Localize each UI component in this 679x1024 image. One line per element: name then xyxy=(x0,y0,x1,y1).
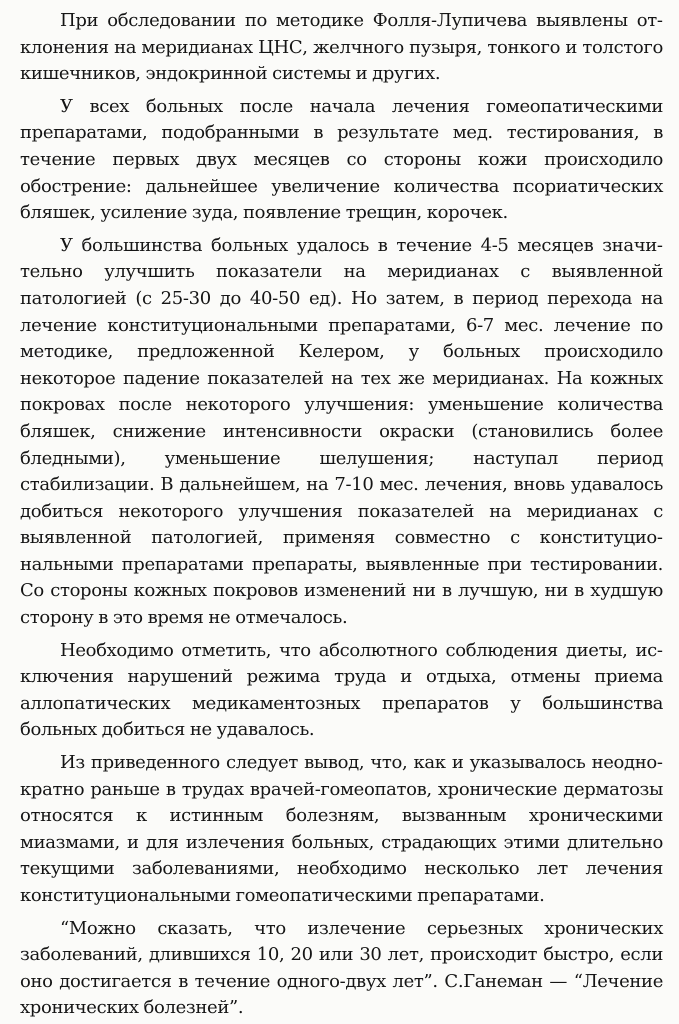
paragraph-3: У большинства больных удалось в течение 4-5 месяцев значительно улучшить показатели на меридианах с выявленной патологией (с 25-30 до 40-50 ед). Но затем, в период перехода на лечение конституциональными препаратами, 6-7 мес. лечение по методике, предложенной Келером, у больных происходило некоторое падение показателей на тех же меридианах. На кожных покровах после некоторого улучшения: уменьшение количества бляшек, снижение интенсивности окраски (становились более бледными), уменьшение шелушения; наступал период стабилизации. В дальнейшем, на 7-10 мес. лечения, вновь удавалось добиться некоторого улучшения показателей на меридианах с выявленной патологией, применяя совместно с конституциональными препаратами препараты, выявленные при тестировании. Со стороны кожных покровов изменений ни в лучшую, ни в худшую сторону в это время не отмечалось. xyxy=(20,234,663,629)
paragraph-4: Необходимо отметить, что абсолютного соблюдения диеты, исключения нарушений режима труда и отдыха, отмены приема аллопатических медикаментозных препаратов у большинства больных добиться не удавалось. xyxy=(20,639,663,741)
paragraph-5: Из приведенного следует вывод, что, как и указывалось неоднократно раньше в трудах врачей-гомеопатов, хронические дерматозы относятся к истинным болезням, вызванным хроническими миазмами, и для излечения больных, страдающих этими длительно текущими заболеваниями, необходимо несколько лет лечения конституциональными гомеопатическими препаратами. xyxy=(20,752,663,906)
paragraph-6-quote: “Можно сказать, что излечение серьезных хронических заболеваний, длившихся 10, 20 или 30 лет, происходит быстро, если оно достигается в течение одного-двух лет”. С.Ганеман — “Лечение хронических болезней”. xyxy=(20,917,663,1019)
paragraph-1: При обследовании по методике Фолля-Лупичева выявлены отклонения на меридианах ЦНС, желчного пузыря, тонкого и толстого кишечников, эндокринной системы и других. xyxy=(20,10,663,85)
paragraph-2: У всех больных после начала лечения гомеопатическими препаратами, подобранными в результате мед. тестирования, в течение первых двух месяцев со стороны кожи происходило обострение: дальнейшее увеличение количества псориатических бляшек, усиление зуда, появление трещин, корочек. xyxy=(20,95,663,224)
